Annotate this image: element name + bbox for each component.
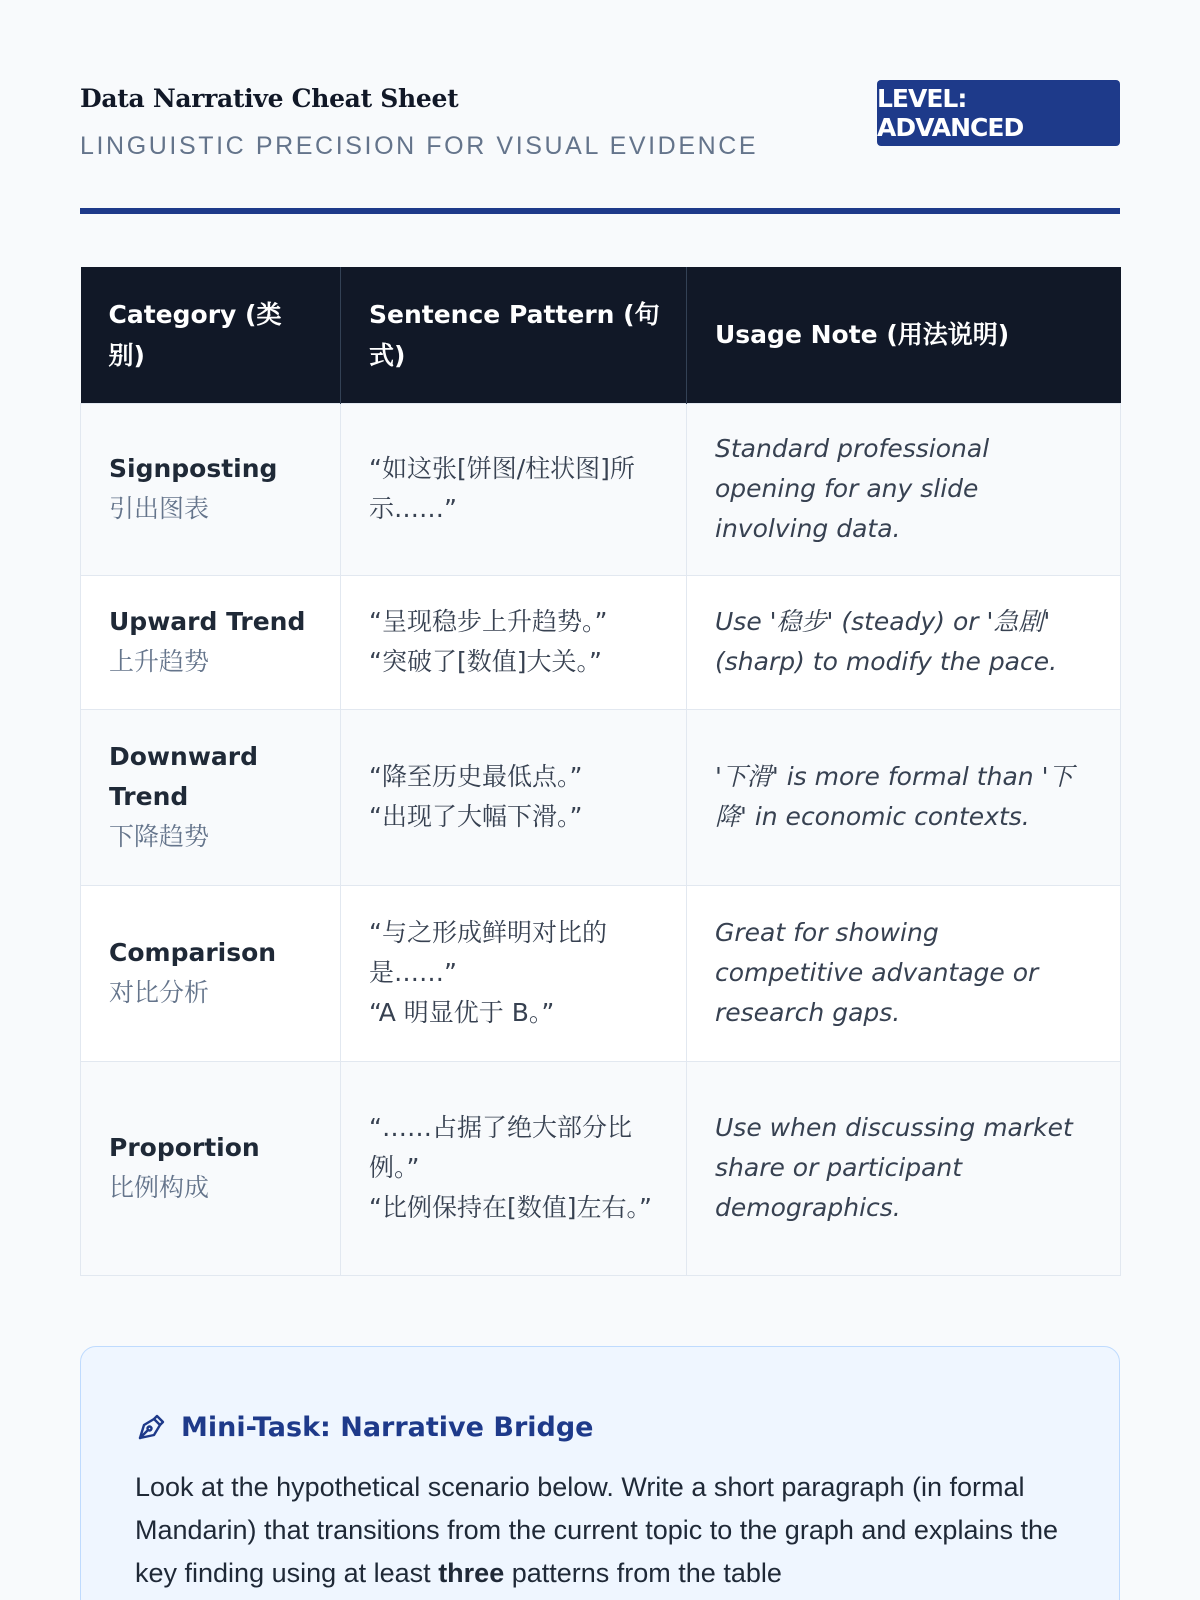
page-title: Data Narrative Cheat Sheet [80, 84, 459, 113]
category-name: Downward Trend [109, 742, 259, 811]
sentence-pattern: “降至历史最低点。” [369, 762, 583, 791]
table-row [81, 709, 1121, 885]
column-header-category: Category (类别) [81, 267, 341, 403]
pattern-cell [341, 885, 687, 1061]
sentence-pattern: “……占据了绝大部分比例。” [369, 1113, 632, 1182]
category-chinese: 对比分析 [109, 978, 210, 1007]
sentence-pattern: “如这张[饼图/柱状图]所示……” [369, 454, 635, 523]
sentence-pattern: “出现了大幅下滑。” [369, 802, 583, 831]
table-header-row [81, 267, 1121, 403]
category-chinese: 上升趋势 [109, 647, 210, 676]
category-cell [81, 885, 341, 1061]
table-row [81, 575, 1121, 709]
usage-note: Use '稳步' (steady) or '急剧' (sharp) to modify the pace. [715, 607, 1058, 676]
pattern-cell [341, 1061, 687, 1275]
category-name: Comparison [109, 938, 277, 967]
pattern-cell [341, 709, 687, 885]
usage-note-cell [687, 709, 1121, 885]
category-name: Signposting [109, 454, 278, 483]
table-row [81, 403, 1121, 575]
category-name: Upward Trend [109, 607, 306, 636]
mini-task-title: Mini-Task: Narrative Bridge [181, 1411, 594, 1443]
usage-note-cell [687, 1061, 1121, 1275]
sentence-pattern: “A 明显优于 B。” [369, 998, 555, 1027]
instructions-emphasis: three [438, 1558, 505, 1588]
page-subtitle: LINGUISTIC PRECISION FOR VISUAL EVIDENCE [80, 132, 759, 160]
column-header-usage-note: Usage Note (用法说明) [687, 267, 1121, 403]
instructions-text: Look at the hypothetical scenario below. Write a short paragraph (in formal Mandarin) that transitions from the current topic to the graph and explains the key finding using at least [135, 1472, 1059, 1588]
header [80, 0, 1120, 214]
cheat-sheet-page [80, 0, 1120, 1600]
mini-task-instructions [135, 1466, 1075, 1595]
usage-note: Great for showing competitive advantage or research gaps. [715, 918, 1039, 1027]
patterns-table [80, 267, 1121, 1276]
category-cell [81, 1061, 341, 1275]
sentence-pattern: “突破了[数值]大关。” [369, 647, 602, 676]
patterns-table-wrapper [80, 267, 1120, 1276]
pattern-cell [341, 403, 687, 575]
usage-note-cell [687, 403, 1121, 575]
category-cell [81, 403, 341, 575]
usage-note-cell [687, 885, 1121, 1061]
level-badge: LEVEL: ADVANCED [877, 80, 1120, 146]
pen-icon [135, 1411, 167, 1443]
column-header-pattern: Sentence Pattern (句式) [341, 267, 687, 403]
sentence-pattern: “比例保持在[数值]左右。” [369, 1193, 652, 1222]
category-cell [81, 575, 341, 709]
category-chinese: 引出图表 [109, 494, 210, 523]
table-row [81, 885, 1121, 1061]
category-chinese: 比例构成 [109, 1173, 210, 1202]
sentence-pattern: “与之形成鲜明对比的是……” [369, 918, 607, 987]
sentence-pattern: “呈现稳步上升趋势。” [369, 607, 608, 636]
usage-note-cell [687, 575, 1121, 709]
mini-task-header [135, 1407, 593, 1447]
table-row [81, 1061, 1121, 1275]
instructions-text-end: patterns from the table [504, 1558, 782, 1588]
mini-task-card [80, 1346, 1120, 1600]
category-cell [81, 709, 341, 885]
category-name: Proportion [109, 1133, 260, 1162]
usage-note: Standard professional opening for any slide involving data. [715, 434, 990, 543]
category-chinese: 下降趋势 [109, 822, 210, 851]
usage-note: Use when discussing market share or participant demographics. [715, 1113, 1073, 1222]
pattern-cell [341, 575, 687, 709]
usage-note: '下滑' is more formal than '下降' in economic contexts. [715, 762, 1074, 831]
